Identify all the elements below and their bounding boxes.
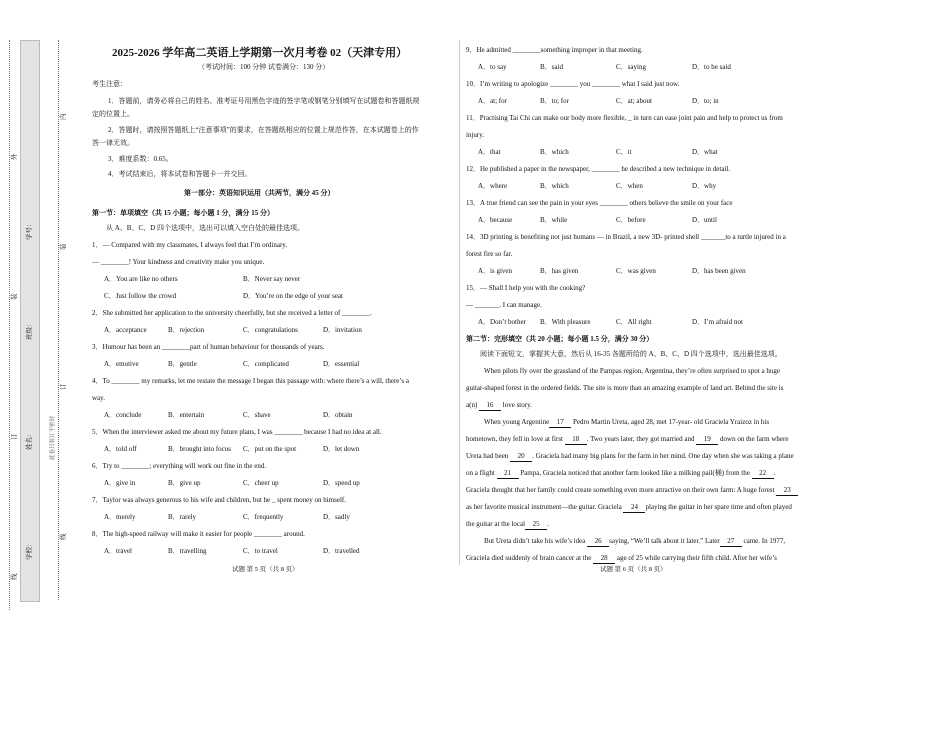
option: D．to; in [692,97,719,105]
option: A．emotive [104,360,139,368]
note-line: 答一律无效。 [92,139,134,147]
option: C．to travel [243,547,278,555]
blank-22[interactable]: 22 [752,469,774,479]
passage-line: on a flight 21 Pampa, Graciela noticed that another farm looked like a milking pail(桶) from the 22 . [466,469,776,477]
option: A．merely [104,513,136,521]
section-heading: 第一节：单项填空（共 15 小题；每小题 1 分，满分 15 分） [92,209,274,217]
question-text: — _______. I can manage. [466,301,542,309]
page-footer: 试题 第 5 页（共 8 页） [232,566,299,573]
binding-strip [0,40,75,615]
passage-line: When young Argentine 17 Pedro Martin Ureta, aged 28, met 17-year- old Graciela Yraizoz in his [484,418,770,426]
strip-inner-label: 订 [60,383,67,390]
strip-note: 此卷只装订不密封 [50,415,56,460]
outer-cut-line [9,40,13,610]
option: C．frequently [243,513,284,521]
blank-28[interactable]: 28 [593,554,615,564]
option: A．at; for [478,97,507,105]
page-title: 2025-2026 学年高二英语上学期第一次月考卷 02（天津专用） [112,47,408,59]
option: C．complicated [243,360,289,368]
option: B．rejection [168,326,205,334]
question-text: 8．The high-speed railway will make it easier for people ________ around. [92,530,305,538]
option: D．speed up [323,479,360,487]
blank-24[interactable]: 24 [623,503,645,513]
question-text: — ________! Your kindness and creativity make you unique. [92,258,265,266]
option: D．sadly [323,513,350,521]
section-intro: 从 A、B、C、D 四个选项中，选出可以填入空白处的最佳选项。 [106,224,304,232]
passage-line: Graciela died suddenly of brain cancer at the 28 age of 25 while carrying their fifth child. After her wife’s [466,554,777,562]
question-text: 3．Humour has been an ________part of human behaviour for thousands of years. [92,343,325,351]
option: C．Just follow the crowd [104,292,177,300]
option: A．because [478,216,513,224]
page-footer: 试题 第 6 页（共 8 页） [600,566,667,573]
note-line: 定的位置上。 [92,110,134,118]
option: A．travel [104,547,132,555]
option: D．to be said [692,63,731,71]
option: C．cheer up [243,479,279,487]
question-text: 9．He admitted ________something improper in that meeting. [466,46,643,54]
option: B．travelling [168,547,207,555]
blank-27[interactable]: 27 [720,537,742,547]
option: D．has been given [692,267,746,275]
strip-field: 班级： [26,320,33,340]
option: D．essential [323,360,360,368]
question-text: 6．Try to ________; everything will work out fine in the end. [92,462,267,470]
passage-line: hometown, they fell in love at first 18 . Two years later, they got married and 19 down on the farm where [466,435,789,443]
blank-17[interactable]: 17 [549,418,571,428]
section-heading: 第二节：完形填空（共 20 小题；每小题 1.5 分，满分 30 分） [466,335,654,343]
passage-line: guitar-shaped forest in the ordered fields. The site is more than an amazing example of land art. Behind the site is [466,384,784,392]
option: A．conclude [104,411,142,419]
strip-inner-label: 装 [60,243,67,250]
note-line: 1．答题前，请务必将自己的姓名、准考证号用黑色字迹的签字笔或钢笔分别填写在试题卷和答题纸规 [108,97,420,105]
option: C．was given [616,267,656,275]
question-text: 1．— Compared with my classmates, I always feel that I’m ordinary. [92,241,288,249]
passage-line: Graciela thought that her family could create something even more attractive on their own farm: A huge forest 23 [466,486,798,496]
blank-18[interactable]: 18 [565,435,587,445]
option: B．has given [540,267,579,275]
option: D．obtain [323,411,353,419]
option: A．is given [478,267,513,275]
strip-outer-label: 订 [11,433,18,440]
question-text: injury. [466,131,485,139]
option: C．All right [616,318,652,326]
option: B．entertain [168,411,205,419]
option: B．brought into focus [168,445,231,453]
question-text: 2．She submitted her application to the university cheerfully, but she received a letter of ________. [92,309,372,317]
option: A．You are like no others [104,275,178,283]
note-line: 3．难度系数：0.65。 [108,155,173,163]
option: A．Don’t bother [478,318,526,326]
passage-line: a(n) 16 love story. [466,401,532,409]
option: C．when [616,182,643,190]
option: D．I’m afraid not [692,318,743,326]
passage-line: When pilots fly over the grassland of the Pampas region, Argentina, they’re often surprised to spot a huge [484,367,780,375]
option: A．acceptance [104,326,147,334]
option: B．Never say never [243,275,301,283]
question-text: 12．He published a paper in the newspaper, ________ he described a new technique in detail. [466,165,731,173]
question-text: forest fire so far. [466,250,513,258]
option: C．it [616,148,632,156]
blank-20[interactable]: 20 [510,452,532,462]
question-text: 5．When the interviewer asked me about my future plans, I was ________ because I had no idea at all. [92,428,382,436]
option: A．to say [478,63,507,71]
option: B．while [540,216,568,224]
question-text: 4．To ________ my remarks, let me restate the message I began this passage with: where there’s a will, there’s a [92,377,409,385]
option: C．congratulations [243,326,298,334]
option: B．give up [168,479,201,487]
option: A．where [478,182,508,190]
blank-16[interactable]: 16 [479,401,501,411]
question-text: 13．A true friend can see the pain in your eyes ________ others believe the smile on your face [466,199,733,207]
option: A．told off [104,445,137,453]
option: B．gentle [168,360,197,368]
option: C．before [616,216,646,224]
part-heading: 第一部分：英语知识运用（共两节，满分 45 分） [184,189,335,197]
question-text: 15．— Shall I help you with the cooking? [466,284,586,292]
option: B．With pleasure [540,318,591,326]
option: B．said [540,63,563,71]
strip-outer-label: 装 [11,293,18,300]
strip-outer-label: 外 [11,153,18,160]
note-line: 2．答题时，请按照答题纸上“注意事项”的要求，在答题纸相应的位置上规范作答，在本试题卷上的作 [108,126,419,134]
notes-heading: 考生注意： [92,80,127,88]
option: B．which [540,182,569,190]
option: C．saying [616,63,646,71]
passage-line: the guitar at the local 25 . [466,520,549,528]
question-text: 10．I’m writing to apologize ________ you ________ what I said just now. [466,80,680,88]
option: B．which [540,148,569,156]
option: D．let down [323,445,360,453]
question-text: 7．Taylor was always generous to his wife and children, but he _ spent money on himself. [92,496,346,504]
option: B．rarely [168,513,196,521]
strip-inner-label: 内 [60,113,67,120]
option: A．that [478,148,501,156]
blank-23[interactable]: 23 [776,486,798,496]
column-divider [459,40,460,565]
blank-19[interactable]: 19 [696,435,718,445]
strip-inner-label: 线 [60,533,67,540]
option: C．put on the spot [243,445,297,453]
option: C．shave [243,411,271,419]
passage-line: But Ureta didn’t take his wife’s idea 26 saying, “We’ll talk about it later.” Later 27 came. In 1977, [484,537,786,545]
question-text: 14．3D printing is benefiting not just humans — in Brazil, a new 3D- printed shell _______to a turtle injured in a [466,233,786,241]
strip-outer-label: 线 [11,573,18,580]
passage-line: as her favorite musical instrument—the guitar. Graciela 24 playing the guitar in her spare time and often played [466,503,792,511]
option: A．give in [104,479,136,487]
option: B．to; for [540,97,569,105]
question-text: 11．Practising Tai Chi can make our body more flexible, _ in turn can ease joint pain and help to protect us from [466,114,783,122]
passage-line: Ureta had been 20 . Graciela had many big plans for the farm in her mind. One day when she was taking a plane [466,452,794,460]
blank-25[interactable]: 25 [525,520,547,530]
option: D．You’re on the edge of your seat [243,292,343,300]
option: D．travelled [323,547,360,555]
strip-field: 姓名： [26,430,33,450]
strip-field: 学号： [26,220,33,240]
note-line: 4．考试结束后，将本试卷和答题卡一并交回。 [108,170,252,178]
blank-26[interactable]: 26 [587,537,609,547]
section-intro: 阅读下面短文，掌握其大意，然后从 16-35 各题所给的 A、B、C、D 四个选项中，选出最佳选项。 [480,350,782,358]
inner-cut-line [58,40,59,600]
option: D．what [692,148,718,156]
exam-subtitle: （考试时间：100 分钟 试卷满分：130 分） [198,63,330,71]
option: D．invitation [323,326,362,334]
blank-21[interactable]: 21 [497,469,519,479]
option: D．until [692,216,717,224]
option: D．why [692,182,717,190]
question-text: way. [92,394,105,402]
option: C．at; about [616,97,652,105]
strip-field: 学校： [26,540,33,560]
